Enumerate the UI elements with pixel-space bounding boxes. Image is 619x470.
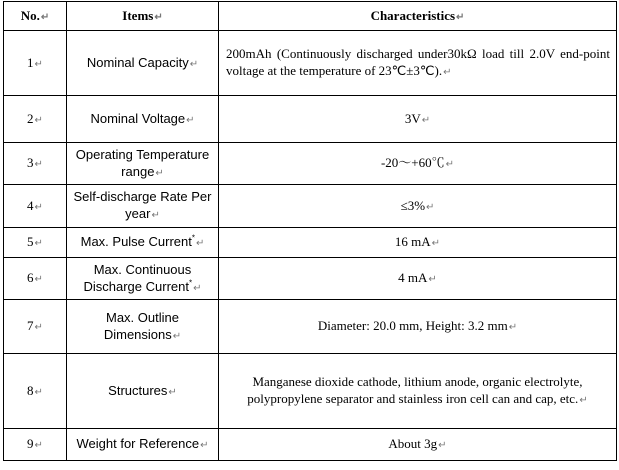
table-row — [4, 429, 617, 461]
characteristic-cell — [219, 300, 617, 354]
item-cell — [67, 31, 219, 96]
item-name: Structures — [108, 382, 168, 398]
paragraph-mark: ↵ — [34, 440, 43, 451]
item-cell — [67, 429, 219, 461]
item-cell — [67, 300, 219, 354]
paragraph-mark: ↵ — [456, 11, 465, 23]
paragraph-mark: ↵ — [168, 386, 177, 398]
paragraph-mark: ↵ — [34, 159, 43, 170]
header-items-label: Items — [122, 7, 154, 23]
characteristic-cell — [219, 185, 617, 228]
item-cell — [67, 228, 219, 258]
characteristic-cell — [219, 429, 617, 461]
paragraph-mark: ↵ — [438, 440, 447, 451]
paragraph-mark: ↵ — [421, 114, 431, 126]
item-name: Max. Pulse Current — [80, 234, 192, 249]
paragraph-mark: ↵ — [508, 322, 518, 333]
item-name: Operating Temperature range — [75, 146, 210, 179]
row-number: 4 — [27, 197, 34, 213]
paragraph-mark: ↵ — [196, 238, 205, 249]
row-number: 9 — [27, 436, 34, 451]
row-number-cell — [4, 96, 67, 143]
table-row — [4, 96, 617, 143]
row-number-cell — [4, 354, 67, 429]
table-row — [4, 354, 617, 429]
paragraph-mark: ↵ — [189, 58, 199, 70]
characteristic-cell — [219, 31, 617, 96]
row-number-cell — [4, 143, 67, 185]
paragraph-mark: ↵ — [34, 274, 43, 285]
paragraph-mark: ↵ — [34, 386, 43, 398]
table-row — [4, 143, 617, 185]
row-number: 5 — [27, 234, 34, 249]
characteristic-cell — [219, 143, 617, 185]
header-characteristics-label: Characteristics — [370, 7, 456, 23]
table-row — [4, 258, 617, 300]
paragraph-mark: ↵ — [34, 322, 43, 333]
row-number-cell — [4, 185, 67, 228]
characteristic-value: 3V — [404, 110, 421, 126]
characteristic-value: 4 mA — [398, 270, 428, 285]
item-name: Max. Continuous Discharge Current — [83, 261, 192, 294]
paragraph-mark: ↵ — [151, 210, 160, 221]
characteristic-cell — [219, 96, 617, 143]
item-cell — [67, 354, 219, 429]
paragraph-mark: ↵ — [40, 11, 50, 23]
characteristic-value: 200mAh (Continuously discharged under30kΩ load till 2.0V end-point voltage at the temperature of 23℃±3℃). — [226, 46, 610, 78]
paragraph-mark: ↵ — [431, 238, 441, 249]
characteristic-value: 16 mA — [394, 234, 431, 249]
characteristic-value: Diameter: 20.0 mm, Height: 3.2 mm — [317, 318, 508, 333]
paragraph-mark: ↵ — [154, 11, 163, 23]
paragraph-mark: ↵ — [155, 167, 164, 179]
item-name: Nominal Voltage — [90, 110, 186, 126]
paragraph-mark: ↵ — [428, 274, 437, 285]
table-row — [4, 185, 617, 228]
paragraph-mark: ↵ — [579, 395, 588, 406]
characteristic-cell — [219, 258, 617, 300]
header-row — [4, 2, 617, 31]
footnote-marker: * — [191, 233, 195, 243]
table-row — [4, 228, 617, 258]
item-cell — [67, 258, 219, 300]
table-row — [4, 300, 617, 354]
specification-table — [3, 1, 617, 461]
paragraph-mark: ↵ — [200, 440, 209, 451]
row-number: 8 — [27, 382, 34, 398]
row-number: 1 — [27, 54, 34, 70]
paragraph-mark: ↵ — [445, 159, 455, 170]
item-cell — [67, 185, 219, 228]
item-name: Weight for Reference — [76, 436, 200, 451]
row-number-cell — [4, 31, 67, 96]
row-number-cell — [4, 429, 67, 461]
row-number: 3 — [27, 155, 34, 170]
paragraph-mark: ↵ — [193, 282, 202, 294]
characteristic-cell — [219, 354, 617, 429]
item-cell — [67, 143, 219, 185]
row-number: 2 — [27, 110, 34, 126]
paragraph-mark: ↵ — [186, 114, 195, 126]
item-name: Max. Outline Dimensions — [103, 309, 179, 342]
paragraph-mark: ↵ — [426, 201, 435, 213]
item-name: Nominal Capacity — [86, 54, 189, 70]
characteristic-value: About 3g — [388, 436, 438, 451]
paragraph-mark: ↵ — [443, 67, 452, 78]
characteristic-value: ≤3% — [400, 197, 426, 213]
header-no-label: No. — [20, 7, 40, 23]
item-cell — [67, 96, 219, 143]
footnote-marker: * — [188, 278, 193, 288]
row-number-cell — [4, 300, 67, 354]
paragraph-mark: ↵ — [172, 330, 182, 342]
paragraph-mark: ↵ — [34, 58, 43, 70]
row-number-cell — [4, 228, 67, 258]
header-characteristics — [219, 2, 617, 31]
paragraph-mark: ↵ — [34, 114, 43, 126]
row-number: 7 — [27, 318, 34, 333]
row-number-cell — [4, 258, 67, 300]
paragraph-mark: ↵ — [34, 238, 43, 249]
row-number: 6 — [27, 270, 34, 285]
item-name: Self-discharge Rate Per year — [73, 189, 212, 221]
header-no — [4, 2, 67, 31]
header-items — [67, 2, 219, 31]
paragraph-mark: ↵ — [34, 201, 43, 213]
characteristic-cell — [219, 228, 617, 258]
characteristic-value: -20～+60℃ — [380, 155, 445, 170]
table-row — [4, 31, 617, 96]
characteristic-value: Manganese dioxide cathode, lithium anode, organic electrolyte, polypropylene separator and stainless iron cell can and cap, etc. — [247, 374, 583, 406]
